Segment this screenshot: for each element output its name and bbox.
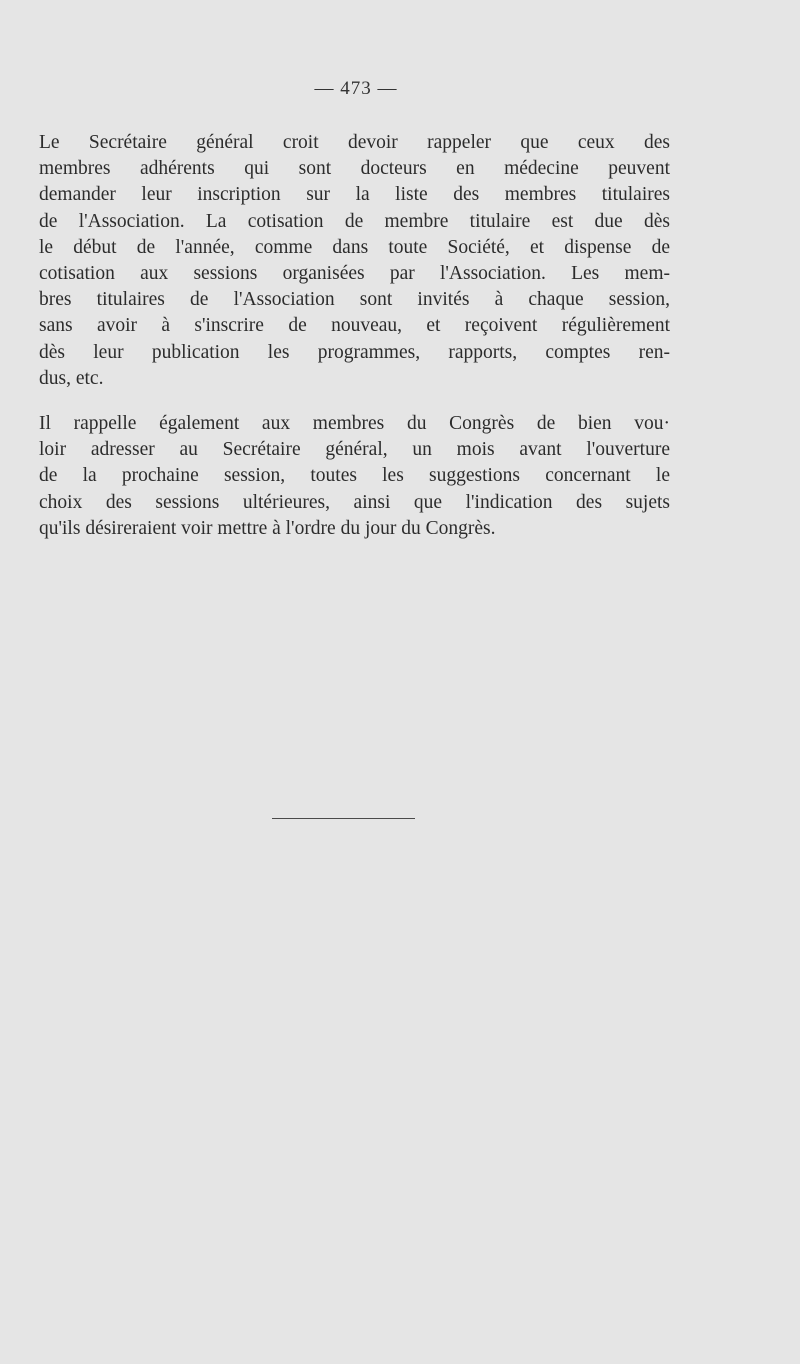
paragraph-line: qu'ils désireraient voir mettre à l'ordre du jour du Congrès. xyxy=(39,517,496,539)
paragraph-line: bres titulaires de l'Association sont invités à chaque session, xyxy=(39,289,670,311)
page-number: — 473 — xyxy=(314,78,398,99)
paragraph-line: loir adresser au Secrétaire général, un mois avant l'ouverture xyxy=(39,439,670,461)
paragraph-line: Le Secrétaire général croit devoir rappeler que ceux des xyxy=(39,132,670,153)
paragraph-line: dès leur publication les programmes, rapports, comptes ren- xyxy=(39,341,670,363)
paragraph-line: membres adhérents qui sont docteurs en médecine peuvent xyxy=(39,158,670,180)
paragraph-line: choix des sessions ultérieures, ainsi que l'indication des sujets xyxy=(39,491,670,513)
paragraph-line: Il rappelle également aux membres du Congrès de bien vou· xyxy=(39,413,670,434)
paragraph-suggestions xyxy=(39,411,670,542)
paragraph-line: sans avoir à s'inscrire de nouveau, et reçoivent régulièrement xyxy=(39,315,670,337)
section-divider xyxy=(272,818,415,819)
paragraph-line: demander leur inscription sur la liste des membres titulaires xyxy=(39,184,670,206)
paragraph-line: de l'Association. La cotisation de membre titulaire est due dès xyxy=(39,210,670,232)
paragraph-line: de la prochaine session, toutes les suggestions concernant le xyxy=(39,465,670,487)
paragraph-line: dus, etc. xyxy=(39,367,104,389)
paragraph-line: le début de l'année, comme dans toute Société, et dispense de xyxy=(39,236,670,258)
paragraph-line: cotisation aux sessions organisées par l'Association. Les mem- xyxy=(39,263,670,285)
paragraph-membership xyxy=(39,130,670,392)
